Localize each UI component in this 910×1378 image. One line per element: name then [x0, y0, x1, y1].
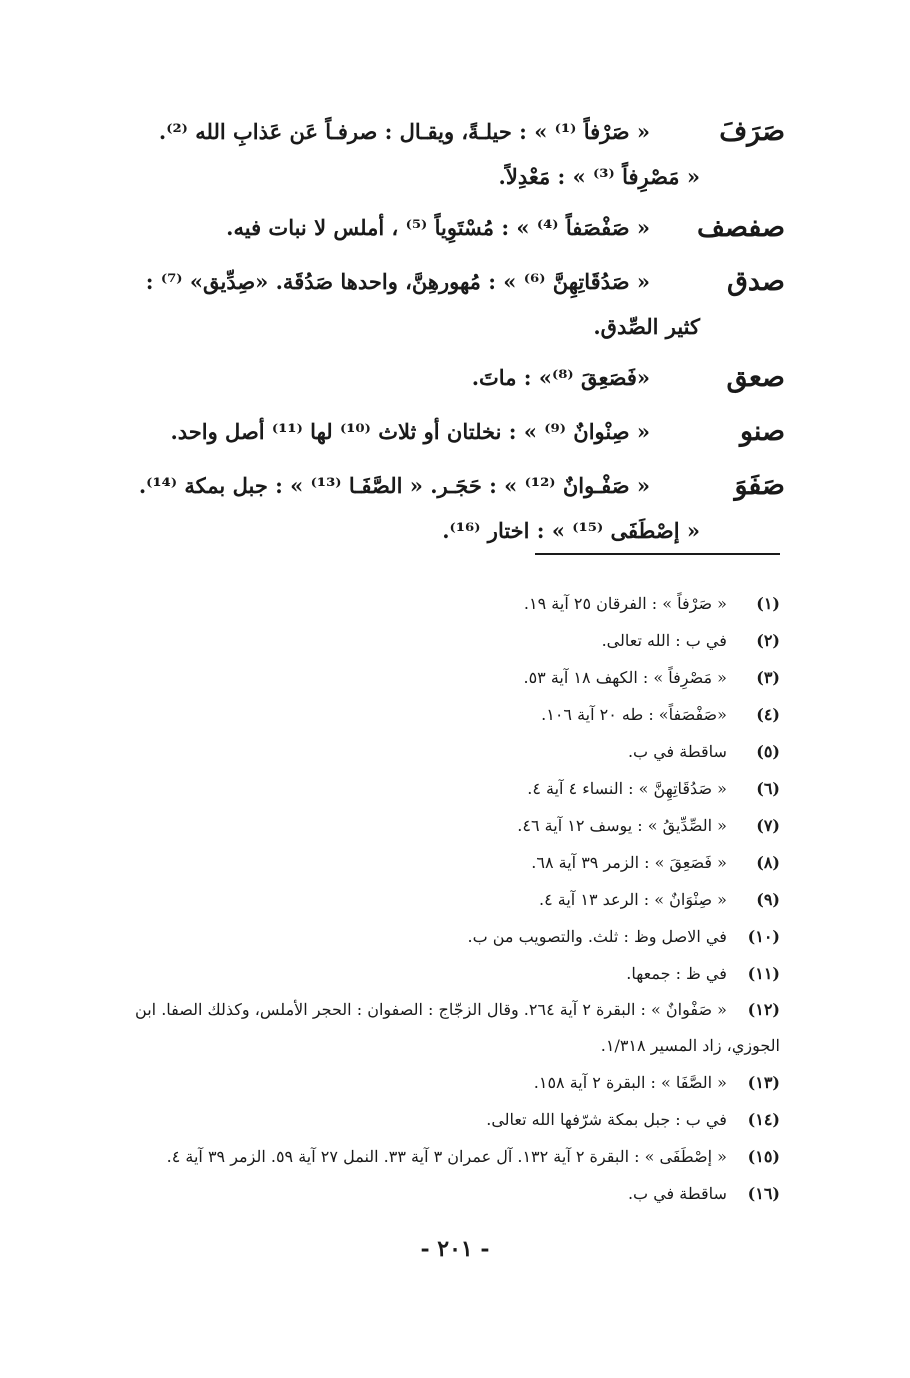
footnote-text: « مَصْرِفاً » : الكهف ١٨ آية ٥٣. [523, 668, 727, 687]
footnote-text: « إصْطَفَى » : البقرة ٢ آية ١٣٢. آل عمران ٣ آية ٣٣. النمل ٢٧ آية ٥٩. الزمر ٣٩ آية ٤. [166, 1147, 727, 1166]
footnote-number: (٧) [756, 816, 780, 835]
footnote-number: (١٤) [747, 1110, 780, 1129]
entry [95, 108, 785, 198]
entry-line: « مَصْرِفاً ⁽³⁾ » : مَعْدِلاً. [498, 164, 700, 189]
footnote-text: « الصِّدِّيقُ » : يوسف ١٢ آية ٤٦. [517, 816, 727, 835]
entry-headword: صدق [726, 266, 785, 297]
entry-headword: صفصف [697, 212, 785, 243]
footnote-number: (١١) [747, 964, 780, 983]
footnote [100, 992, 780, 1064]
entry-headword: صعق [726, 362, 785, 393]
footnote [100, 1101, 780, 1138]
entry-headword: صَرَفَ [719, 116, 785, 147]
footnote [100, 696, 780, 733]
footnote-number: (٨) [756, 853, 780, 872]
footnote-text: في ظ : جمعها. [626, 964, 727, 983]
footnote-text: في ب : الله تعالى. [601, 631, 727, 650]
footnote-number: (٣) [756, 668, 780, 687]
footnote [100, 733, 780, 770]
footnote-number: (٦) [756, 779, 780, 798]
entry [95, 408, 785, 456]
footnote-number: (٤) [756, 705, 780, 724]
footnote-text: « فَصَعِقَ » : الزمر ٣٩ آية ٦٨. [531, 853, 727, 872]
footnote [100, 770, 780, 807]
footnote-number: (٢) [756, 631, 780, 650]
footnote-number: (٩) [756, 890, 780, 909]
footnote [100, 807, 780, 844]
page-number: - ٢٠١ - [420, 1236, 490, 1262]
footnote [100, 1064, 780, 1101]
footnote-number: (١٢) [747, 1000, 780, 1019]
footnote [100, 1138, 780, 1175]
entry-line: « صَفْـوانٌ ⁽¹²⁾ » : حَجَـر. « الصَّفَـا ⁽¹³⁾ » : جبل بمكة ⁽¹⁴⁾. [138, 473, 650, 498]
entry-line: « إصْطَفَى ⁽¹⁵⁾ » : اختار ⁽¹⁶⁾. [442, 518, 700, 543]
footnote-text: ساقطة في ب. [627, 1184, 727, 1203]
dictionary-entries [95, 108, 785, 558]
footnote-text: في ب : جبل بمكة شرّفها الله تعالى. [486, 1110, 727, 1129]
footnote-text: « الصَّفَا » : البقرة ٢ آية ١٥٨. [533, 1073, 727, 1092]
entry-line: « صَدُقَاتِهِنَّ ⁽⁶⁾ » : مُهورهِنَّ، واحدها صَدُقَة. «صِدِّيق» ⁽⁷⁾ : [145, 269, 650, 294]
entry-headword: صَفَوَ [734, 470, 785, 501]
entry-line: « صَفْصَفاً ⁽⁴⁾ » : مُسْتَوِياً ⁽⁵⁾ ، أملس لا نبات فيه. [226, 215, 650, 240]
entry-line: كثير الصِّدق. [593, 314, 700, 339]
footnote-separator [535, 553, 780, 555]
footnote [100, 585, 780, 622]
footnote [100, 881, 780, 918]
footnote [100, 659, 780, 696]
entry [95, 354, 785, 402]
footnote [100, 1175, 780, 1212]
footnote-number: (١٣) [747, 1073, 780, 1092]
footnote-number: (١٥) [747, 1147, 780, 1166]
footnote-number: (١) [756, 594, 780, 613]
entry-line: « صِنْوانٌ ⁽⁹⁾ » : نخلتان أو ثلاث ⁽¹⁰⁾ لها ⁽¹¹⁾ أصل واحد. [170, 419, 650, 444]
footnotes [100, 585, 780, 1212]
footnote-text: « صَرْفاً » : الفرقان ٢٥ آية ١٩. [523, 594, 727, 613]
footnote-text: ساقطة في ب. [627, 742, 727, 761]
footnote-number: (١٦) [747, 1184, 780, 1203]
footnote-number: (١٠) [747, 927, 780, 946]
footnote-number: (٥) [756, 742, 780, 761]
footnote [100, 955, 780, 992]
entry-headword: صنو [739, 416, 785, 447]
entry [95, 204, 785, 252]
footnote-text: «صَفْصَفاً» : طه ٢٠ آية ١٠٦. [541, 705, 727, 724]
footnote-text: في الاصل وظ : ثلث. والتصويب من ب. [467, 927, 727, 946]
entry-line: « صَرْفاً ⁽¹⁾ » : حيلـةً، ويقـال : صرفـاً عَن عَذابِ الله ⁽²⁾. [158, 119, 650, 144]
entry [95, 258, 785, 348]
footnote [100, 918, 780, 955]
footnote [100, 622, 780, 659]
entry [95, 462, 785, 552]
footnote-text: « صِنْوَانٌ » : الرعد ١٣ آية ٤. [539, 890, 727, 909]
footnote-text: « صَفْوانٌ » : البقرة ٢ آية ٢٦٤. وقال الزجّاج : الصفوان : الحجر الأملس، وكذلك الصفا. ابن الجوزي، زاد المسير ١/٣١٨. [135, 1000, 780, 1055]
entry-line: «فَصَعِقَ ⁽⁸⁾» : ماتَ. [471, 365, 650, 390]
footnote [100, 844, 780, 881]
footnote-text: « صَدُقَاتِهِنَّ » : النساء ٤ آية ٤. [527, 779, 727, 798]
